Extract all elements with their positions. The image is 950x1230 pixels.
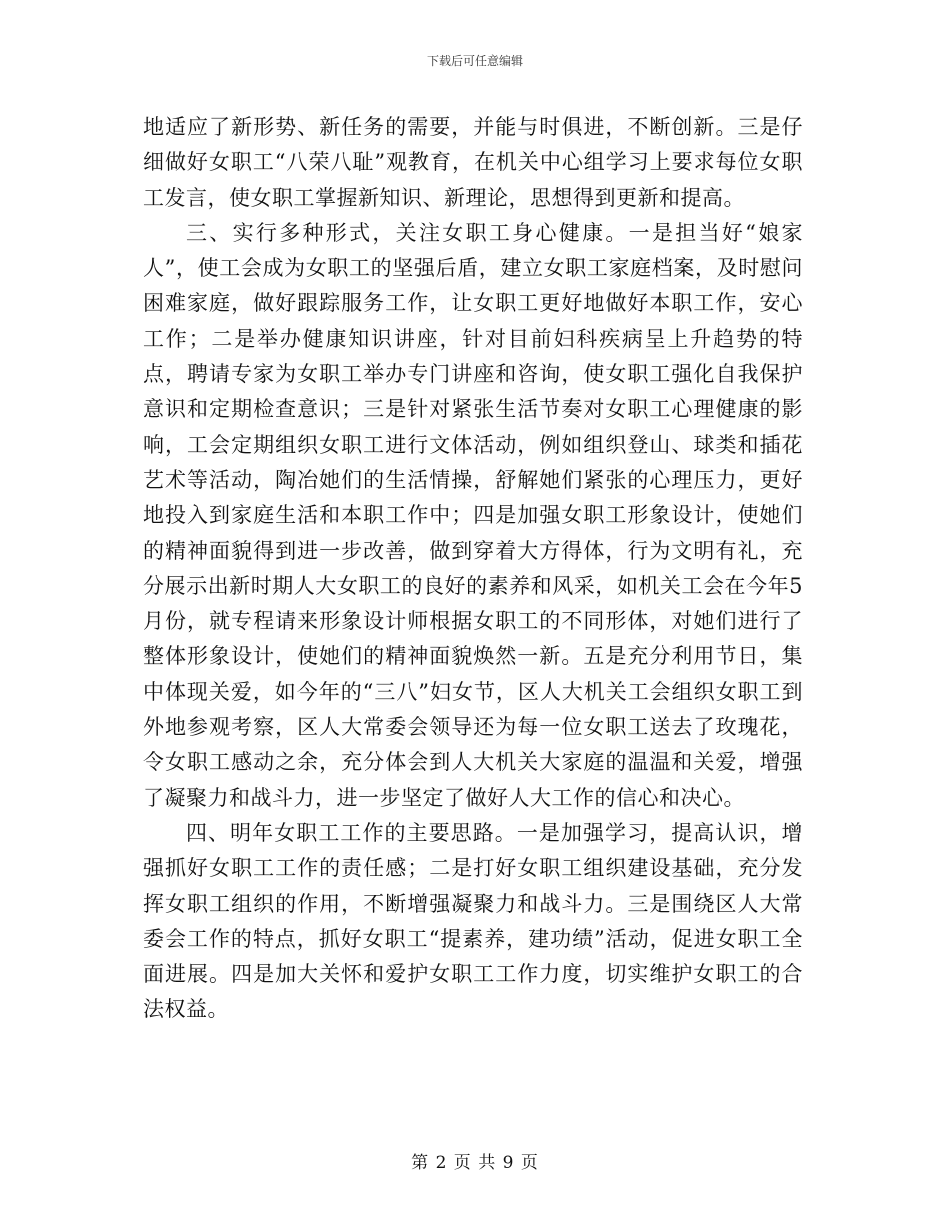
- page-number: 第 2 页 共 9 页: [411, 1153, 539, 1173]
- paragraph-continuation: 地适应了新形势、新任务的需要，并能与时俱进，不断创新。三是仔细做好女职工“八荣八耻”观教育，在机关中心组学习上要求每位女职工发言，使女职工掌握新知识、新理论，思想得到更新和提高。: [143, 115, 803, 210]
- header-note: 下载后可任意编辑: [426, 54, 523, 68]
- paragraph-section-four: 四、明年女职工工作的主要思路。一是加强学习，提高认识，增强抓好女职工工作的责任感；二是打好女职工组织建设基础，充分发挥女职工组织的作用，不断增强凝聚力和战斗力。三是围绕区人大常委会工作的特点，抓好女职工“提素养，建功绩”活动，促进女职工全面进展。四是加大关怀和爱护女职工工作力度，切实维护女职工的合法权益。: [143, 820, 803, 1022]
- paragraph-section-three: 三、实行多种形式，关注女职工身心健康。一是担当好“娘家人”，使工会成为女职工的坚强后盾，建立女职工家庭档案，及时慰问困难家庭，做好跟踪服务工作，让女职工更好地做好本职工作，安心工作；二是举办健康知识讲座，针对目前妇科疾病呈上升趋势的特点，聘请专家为女职工举办专门讲座和咨询，使女职工强化自我保护意识和定期检查意识；三是针对紧张生活节奏对女职工心理健康的影响，工会定期组织女职工进行文体活动，例如组织登山、球类和插花艺术等活动，陶冶她们的生活情操，舒解她们紧张的心理压力，更好地投入到家庭生活和本职工作中；四是加强女职工形象设计，使她们的精神面貌得到进一步改善，做到穿着大方得体，行为文明有礼，充分展示出新时期人大女职工的良好的素养和风采，如机关工会在今年5月份，就专程请来形象设计师根据女职工的不同形体，对她们进行了整体形象设计，使她们的精神面貌焕然一新。五是充分利用节日，集中体现关爱，如今年的“三八”妇女节，区人大机关工会组织女职工到外地参观考察，区人大常委会领导还为每一位女职工送去了玫瑰花，令女职工感动之余，充分体会到人大机关大家庭的温温和关爱，增强了凝聚力和战斗力，进一步坚定了做好人大工作的信心和决心。: [143, 220, 803, 810]
- document-body: [143, 110, 803, 1028]
